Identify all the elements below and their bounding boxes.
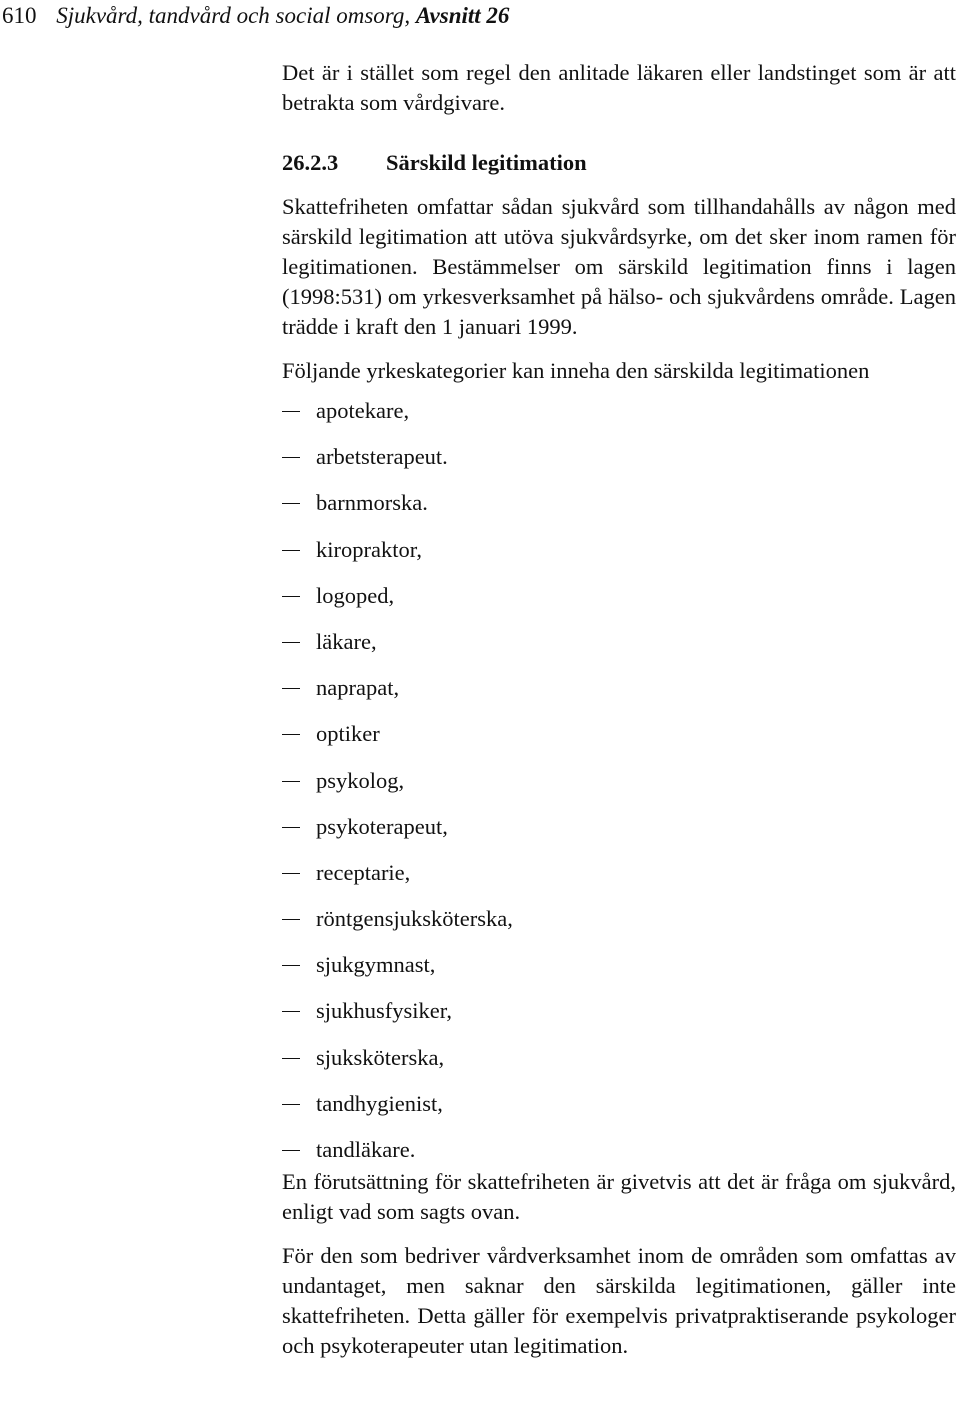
page-body [282,58,956,1361]
list-item-label: sjukhusfysiker, [316,998,452,1024]
dash-bullet-icon [282,1058,300,1059]
page-number: 610 [2,3,37,28]
list-item [282,488,956,534]
dash-bullet-icon [282,688,300,689]
dash-bullet-icon [282,457,300,458]
section-heading [282,148,956,178]
list-item-label: sjukgymnast, [316,952,436,978]
dash-bullet-icon [282,965,300,966]
list-intro: Följande yrkeskategorier kan inneha den särskilda legitimationen [282,358,870,383]
dash-bullet-icon [282,1104,300,1105]
list-item [282,719,956,765]
dash-bullet-icon [282,411,300,412]
list-item [282,396,956,442]
intro-paragraph: Det är i stället som regel den anlitade läkaren eller landstinget som är att betrakta som vårdgivare. [282,60,956,115]
list-item-label: tandhygienist, [316,1090,443,1116]
dash-bullet-icon [282,827,300,828]
list-item-label: optiker [316,721,380,747]
dash-bullet-icon [282,1150,300,1151]
dash-bullet-icon [282,781,300,782]
list-item-label: receptarie, [316,859,411,885]
section-title: Särskild legitimation [386,150,587,175]
list-item [282,1135,956,1181]
dash-bullet-icon [282,596,300,597]
list-item [282,812,956,858]
list-item [282,442,956,488]
list-item [282,904,956,950]
dash-bullet-icon [282,503,300,504]
dash-bullet-icon [282,734,300,735]
list-item [282,1043,956,1089]
list-item-label: läkare, [316,628,377,654]
list-item [282,996,956,1042]
list-item [282,1089,956,1135]
list-item-label: naprapat, [316,675,400,701]
list-item-label: kiropraktor, [316,536,422,562]
list-item-label: röntgensjuksköterska, [316,906,513,932]
list-item [282,950,956,996]
paragraph-undantag: För den som bedriver vårdverksamhet inom de områden som omfattas av undantaget, men saknar den särskilda legitimationen, gäller inte skattefriheten. Detta gäller för exempelvis privatpraktiserande psykologer och psykoterapeuter utan legitimation. [282,1243,956,1359]
list-item-label: barnmorska. [316,490,428,516]
dash-bullet-icon [282,1011,300,1012]
list-item [282,581,956,627]
list-item [282,535,956,581]
dash-bullet-icon [282,873,300,874]
list-item-label: arbetsterapeut. [316,444,448,470]
dash-bullet-icon [282,642,300,643]
list-item-label: psykolog, [316,767,405,793]
dash-bullet-icon [282,550,300,551]
paragraph-skattefrihet: Skattefriheten omfattar sådan sjukvård som tillhandahålls av någon med särskild legitimation att utöva sjukvårdsyrke, om det sker inom ramen för legitimationen. Bestämmelser om särskild legitimation finns i lagen (1998:531) om yrkesverksamhet på hälso- och sjukvårdens område. Lagen trädde i kraft den 1 januari 1999. [282,194,956,339]
list-item [282,766,956,812]
category-list [282,396,956,1181]
paragraph-forutsattning: En förutsättning för skattefriheten är givetvis att det är fråga om sjukvård, enligt vad som sagts ovan. [282,1169,956,1225]
list-item-label: logoped, [316,582,395,608]
section-label: Avsnitt 26 [415,3,510,28]
list-item-label: tandläkare. [316,1137,416,1162]
list-item-label: apotekare, [316,398,410,423]
running-header [2,2,509,30]
section-number: 26.2.3 [282,150,339,175]
list-item [282,627,956,673]
list-item-label: sjuksköterska, [316,1044,445,1070]
list-item [282,673,956,719]
list-item [282,858,956,904]
list-item-label: psykoterapeut, [316,813,448,839]
chapter-title: Sjukvård, tandvård och social omsorg, [56,3,411,28]
dash-bullet-icon [282,919,300,920]
